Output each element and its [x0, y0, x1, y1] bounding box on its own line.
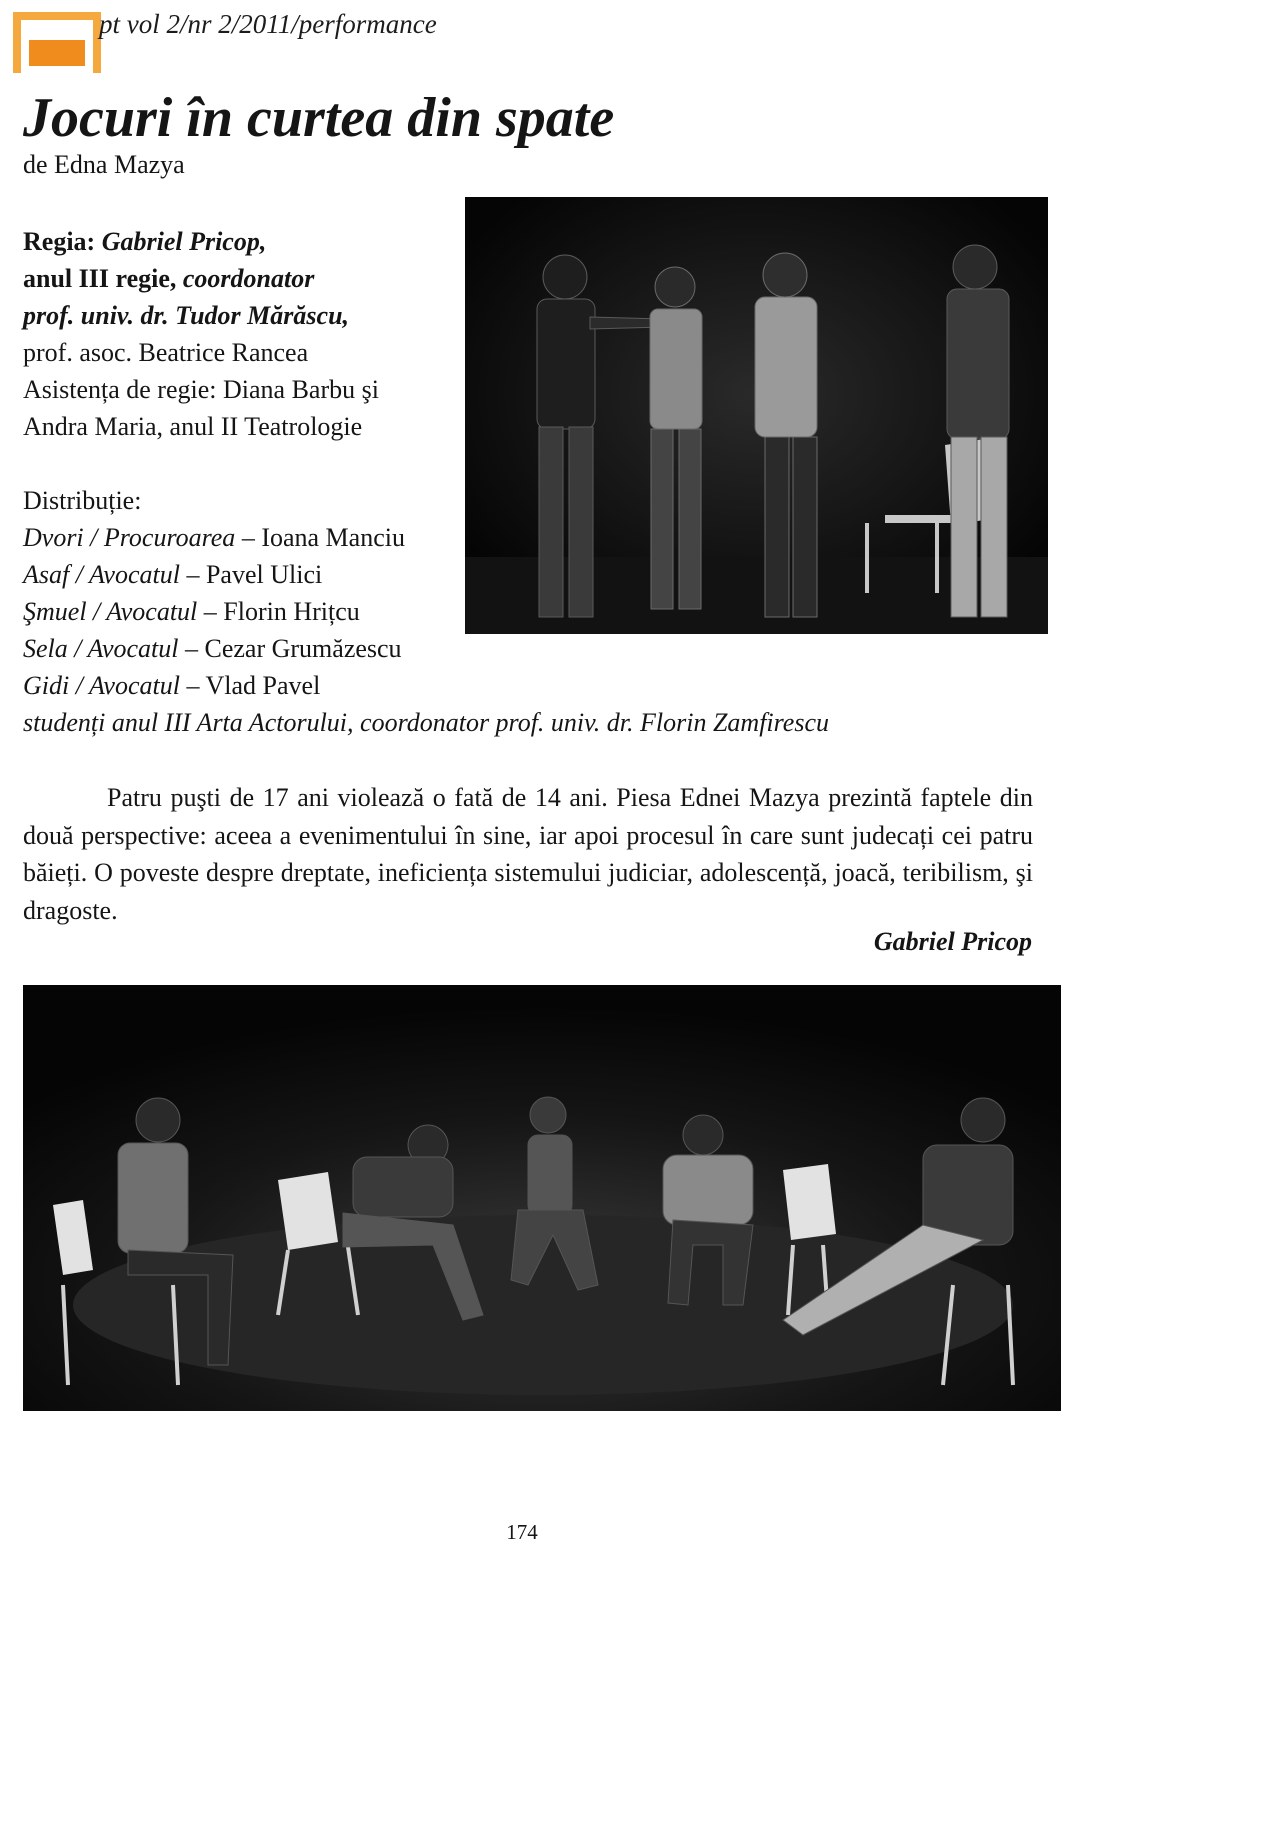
cast-role: Dvori / Procuroarea — [23, 523, 236, 552]
cast-row — [23, 630, 829, 667]
page-number: 174 — [506, 1520, 538, 1544]
cast-role: Sela / Avocatul — [23, 634, 179, 663]
cast-role: Şmuel / Avocatul — [23, 597, 198, 626]
cast-actor: – Cezar Grumăzescu — [185, 634, 402, 663]
year-label: anul III regie, — [23, 264, 177, 293]
assistant-coordinator: prof. asoc. Beatrice Rancea — [23, 338, 309, 367]
production-photo-standing — [465, 197, 1048, 634]
production-photo-seated — [23, 985, 1061, 1411]
cast-actor: – Pavel Ulici — [186, 560, 323, 589]
journal-logo — [13, 12, 101, 73]
assistants-line-2: Andra Maria, anul II Teatrologie — [23, 412, 363, 441]
synopsis-paragraph: Patru puşti de 17 ani violează o fată de 14 ani. Piesa Ednei Mazya prezintă faptele din două perspective: aceea a evenimentului în sine, iar apoi procesul în care sunt judecați cei patru băieți. O poveste despre dreptate, ineficiența sistemului judiciar, adolescență, joacă, teribilism, şi dragoste. — [23, 783, 1033, 925]
direction-label: Regia: — [23, 227, 96, 256]
signature: Gabriel Pricop — [873, 927, 1032, 956]
photo-seated-scene — [23, 985, 1061, 1411]
cast-actor: – Vlad Pavel — [186, 671, 321, 700]
journal-header: pt vol 2/nr 2/2011/performance — [99, 9, 437, 39]
credits-block — [23, 223, 453, 445]
logo-tab — [29, 40, 85, 66]
students-note: studenți anul III Arta Actorului, coordonator prof. univ. dr. Florin Zamfirescu — [23, 708, 829, 737]
coordinator-label: coordonator — [182, 264, 315, 293]
cast-actor: – Ioana Manciu — [241, 523, 405, 552]
cast-role: Asaf / Avocatul — [23, 560, 180, 589]
play-title: Jocuri în curtea din spate — [23, 87, 615, 149]
play-author: de Edna Mazya — [23, 150, 185, 179]
coordinator-name: prof. univ. dr. Tudor Mărăscu, — [23, 301, 350, 330]
director-name: Gabriel Pricop, — [101, 227, 267, 256]
cast-heading: Distribuție: — [23, 486, 142, 515]
credits-year-line — [23, 260, 453, 297]
cast-actor: – Florin Hrițcu — [203, 597, 360, 626]
cast-row — [23, 667, 829, 704]
credits-coordinator-line — [23, 297, 453, 334]
photo-standing-scene — [465, 197, 1048, 634]
cast-role: Gidi / Avocatul — [23, 671, 180, 700]
credits-direction-line — [23, 223, 453, 260]
assistants-line-1: Asistența de regie: Diana Barbu şi — [23, 375, 379, 404]
